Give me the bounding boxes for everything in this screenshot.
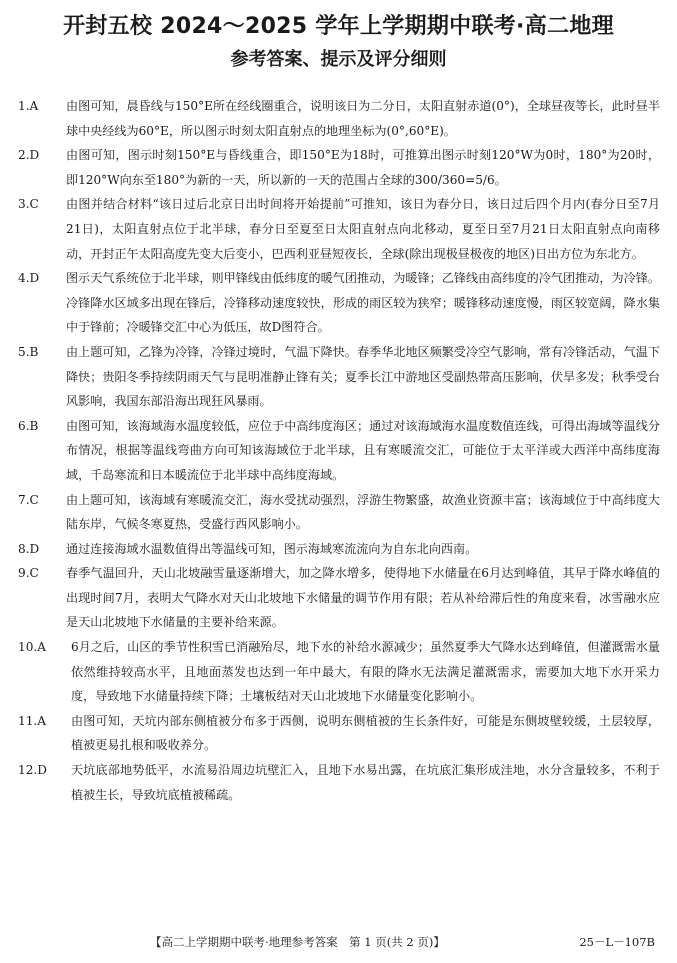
answer-explanation: 由图可知，图示时刻150°E与昏线重合，即150°E为18时，可推算出图示时刻120°W为0时，180°为20时，即120°W向东至180°为新的一天，所以新的一天的范围占全球的300/360=5/6。: [66, 148, 660, 187]
answer-explanation: 由图可知，该海域海水温度较低，应位于中高纬度海区；通过对该海域海水温度数值连线，可得出海域等温线分布情况，根据等温线弯曲方向可知该海域位于北半球，且有寒暖流交汇，可能位于太平洋或大西洋中高纬度海域，千岛寒流和日本暖流位于北半球中高纬度海域。: [66, 418, 660, 482]
answer-item-2: [18, 143, 660, 192]
answer-number: 2.D: [18, 148, 40, 163]
answer-explanation: 由图可知，天坑内部东侧植被分布多于西侧，说明东侧植被的生长条件好，可能是东侧坡壁较缓，土层较厚，植被更易扎根和吸收养分。: [71, 713, 660, 753]
answer-item-5: [18, 340, 660, 414]
footer-doc-code: 25－L－107B: [579, 935, 655, 949]
answer-explanation: 由上题可知，该海域有寒暖流交汇，海水受扰动强烈，浮游生物繁盛，故渔业资源丰富；该海域位于中高纬度大陆东岸，气候冬寒夏热，受盛行西风影响小。: [66, 492, 660, 532]
answer-item-3: [18, 192, 660, 266]
answer-item-1: [18, 94, 660, 143]
page-footer: [0, 934, 677, 954]
answer-explanation: 6月之后，山区的季节性积雪已消融殆尽，地下水的补给水源减少；虽然夏季大气降水达到峰值，但灌溉需水量依然维持较高水平，且地面蒸发也达到一年中最大，有限的降水无法满足灌溉需求，需要加大地下水开采力度，导致地下水储量持续下降；土壤板结对天山北坡地下水储量变化影响小。: [71, 640, 660, 704]
answer-item-4: [18, 266, 660, 340]
answer-number: 9.C: [18, 566, 39, 581]
answer-item-9: [18, 561, 660, 635]
answer-number: 3.C: [18, 197, 39, 212]
footer-page-info: 【高二上学期期中联考·地理参考答案 第 1 页(共 2 页)】: [150, 935, 445, 949]
answer-item-12: [18, 758, 660, 807]
answer-number: 1.A: [18, 99, 39, 113]
answer-number: 12.D: [18, 763, 47, 778]
answer-explanation: 由图并结合材料“该日过后北京日出时间将开始提前”可推知，该日为春分日，该日过后四个月内(春分日至7月21日)，太阳直射点位于北半球，春分日至夏至日太阳直射点向北移动，夏至日至7月21日太阳直射点向南移动，开封正午太阳高度先变大后变小，巴西利亚昼短夜长，全球(除出现极昼极夜的地区)日出方位为东北方。: [66, 197, 660, 261]
page-subtitle: 参考答案、提示及评分细则: [230, 49, 447, 70]
answer-item-11: [18, 709, 660, 758]
answer-explanation: 图示天气系统位于北半球，则甲锋线由低纬度的暖气团推动，为暖锋；乙锋线由高纬度的冷气团推动，为冷锋。冷锋降水区域多出现在锋后，冷锋移动速度较快，形成的雨区较为狭窄；暖锋移动速度慢，雨区较宽阔，降水集中于锋前；冷暖锋交汇中心为低压，故D图符合。: [66, 271, 660, 335]
answer-item-10: [18, 635, 660, 709]
answer-item-8: [18, 537, 660, 562]
answer-number: 7.C: [18, 492, 39, 507]
answer-number: 5.B: [18, 344, 39, 359]
answer-explanation: 通过连接海域水温数值得出等温线可知，图示海域寒流流向为自东北向西南。: [66, 541, 478, 556]
page-title: 开封五校 2024～2025 学年上学期期中联考·高二地理: [63, 14, 614, 39]
answer-explanation: 由上题可知，乙锋为冷锋，冷锋过境时，气温下降快。春季华北地区频繁受冷空气影响，常有冷锋活动，气温下降快；贵阳冬季持续阴雨天气与昆明准静止锋有关；夏季长江中游地区受副热带高压影响，伏旱多发；秋季受台风影响，我国东部沿海出现狂风暴雨。: [66, 344, 660, 409]
answer-item-6: [18, 414, 660, 488]
answer-number: 10.A: [18, 640, 46, 655]
answer-explanation: 天坑底部地势低平，水流易沿周边坑壁汇入，且地下水易出露，在坑底汇集形成洼地，水分含量较多，不利于植被生长，导致坑底植被稀疏。: [71, 763, 660, 802]
answer-number: 8.D: [18, 541, 40, 556]
answer-explanation: 由图可知，晨昏线与150°E所在经线圈重合，说明该日为二分日，太阳直射赤道(0°)，全球昼夜等长，此时昼半球中央经线为60°E，所以图示时刻太阳直射点的地理坐标为(0°,60°E)。: [66, 99, 660, 138]
answer-number: 6.B: [18, 418, 39, 433]
answer-item-7: [18, 488, 660, 537]
answer-explanation: 春季气温回升，天山北坡融雪量逐渐增大，加之降水增多，使得地下水储量在6月达到峰值，其早于降水峰值的出现时间7月，表明大气降水对天山北坡地下水储量的调节作用有限；若从补给滞后性的角度来看，冰雪融水应是天山北坡地下水储量的主要补给来源。: [66, 566, 660, 630]
answer-number: 11.A: [18, 713, 46, 728]
answer-list: [18, 94, 660, 807]
answer-number: 4.D: [18, 271, 40, 286]
